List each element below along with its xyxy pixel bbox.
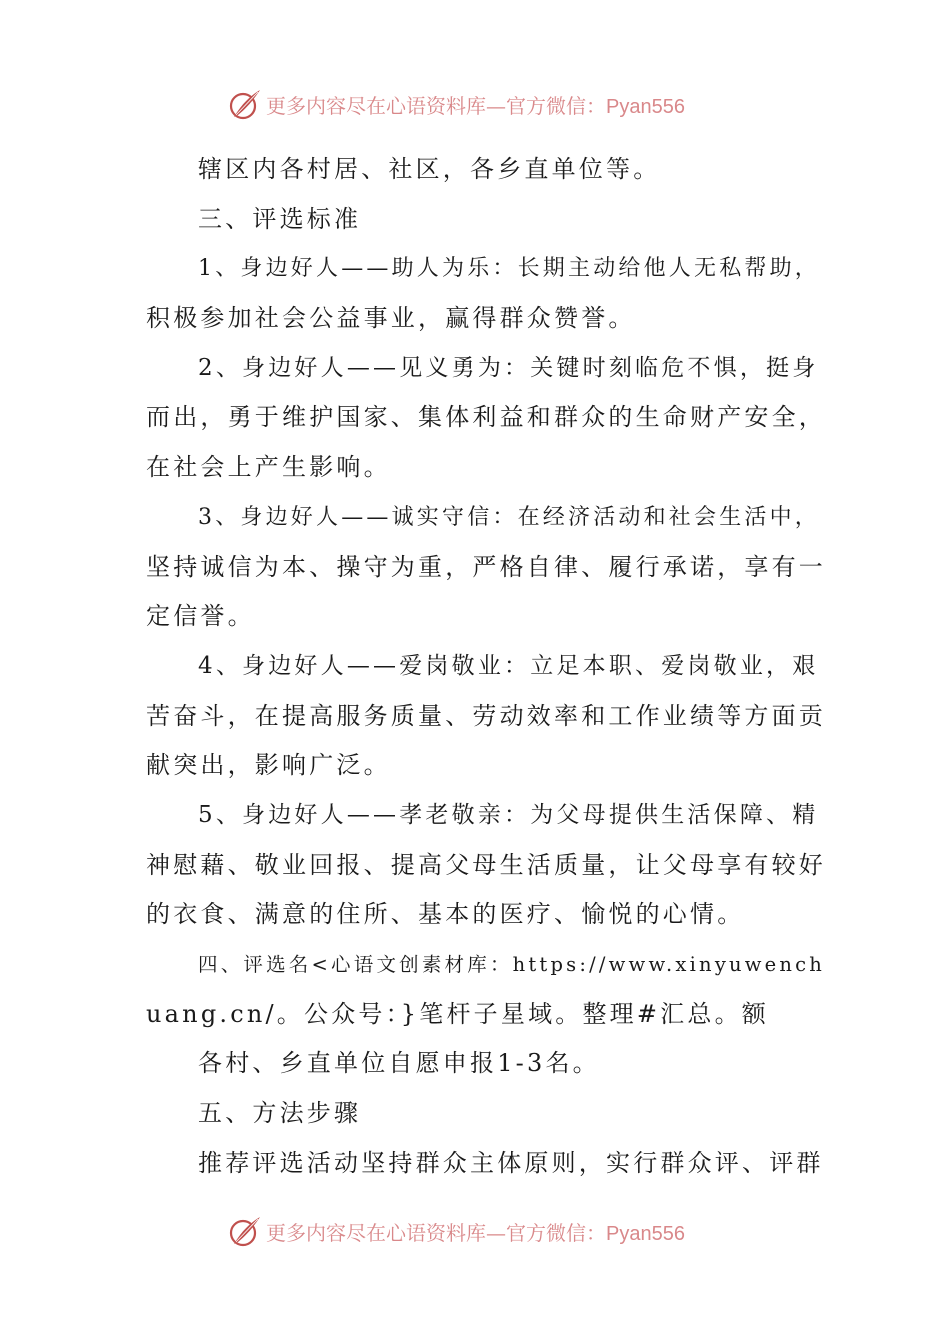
body-line-4: 积极参加社会公益事业，赢得群众赞誉。 <box>146 304 636 333</box>
body-line-17: 四、评选名<心语文创素材库：https://www.xinyuwench <box>198 953 826 976</box>
body-line-7: 在社会上产生影响。 <box>146 453 391 482</box>
body-line-8: 3、身边好人——诚实守信：在经济活动和社会生活中， <box>198 504 820 530</box>
document-body <box>146 145 826 1188</box>
body-line-11: 4、身边好人——爱岗敬业：立足本职、爱岗敬业，艰 <box>198 652 819 679</box>
body-line-1: 辖区内各村居、社区，各乡直单位等。 <box>198 155 661 183</box>
section-heading-methods: 五、方法步骤 <box>198 1099 362 1128</box>
body-line-18: uang.cn/。公众号：}笔杆子星域。整理#汇总。额 <box>146 999 769 1028</box>
footer-banner <box>228 1211 748 1251</box>
body-line-12: 苦奋斗，在提高服务质量、劳动效率和工作业绩等方面贡 <box>146 701 826 730</box>
footer-wechat-id: Pyan556 <box>606 1222 685 1245</box>
quill-logo-icon <box>228 1214 262 1248</box>
body-line-3: 1、身边好人——助人为乐：长期主动给他人无私帮助， <box>198 256 820 282</box>
body-line-14: 5、身边好人——孝老敬亲：为父母提供生活保障、精 <box>198 801 819 828</box>
header-banner <box>228 84 748 124</box>
body-line-16: 的衣食、满意的住所、基本的医疗、愉悦的心情。 <box>146 900 745 929</box>
body-line-6: 而出，勇于维护国家、集体利益和群众的生命财产安全， <box>146 403 826 432</box>
body-line-10: 定信誉。 <box>146 602 255 631</box>
section-heading-criteria: 三、评选标准 <box>198 204 362 233</box>
body-line-19: 各村、乡直单位自愿申报1-3名。 <box>198 1049 600 1078</box>
body-line-21: 推荐评选活动坚持群众主体原则，实行群众评、评群 <box>198 1148 824 1177</box>
footer-banner-text: 更多内容尽在心语资料库—官方微信：Pyan556 <box>266 1220 685 1245</box>
body-line-9: 坚持诚信为本、操守为重，严格自律、履行承诺，享有一 <box>146 552 826 581</box>
body-line-5: 2、身边好人——见义勇为：关键时刻临危不惧，挺身 <box>198 354 819 381</box>
body-line-15: 神慰藉、敬业回报、提高父母生活质量，让父母享有较好 <box>146 850 826 879</box>
header-wechat-id: Pyan556 <box>606 95 685 118</box>
header-banner-text: 更多内容尽在心语资料库—官方微信：Pyan556 <box>266 93 685 118</box>
body-line-13: 献突出，影响广泛。 <box>146 751 391 780</box>
quill-logo-icon <box>228 87 262 121</box>
